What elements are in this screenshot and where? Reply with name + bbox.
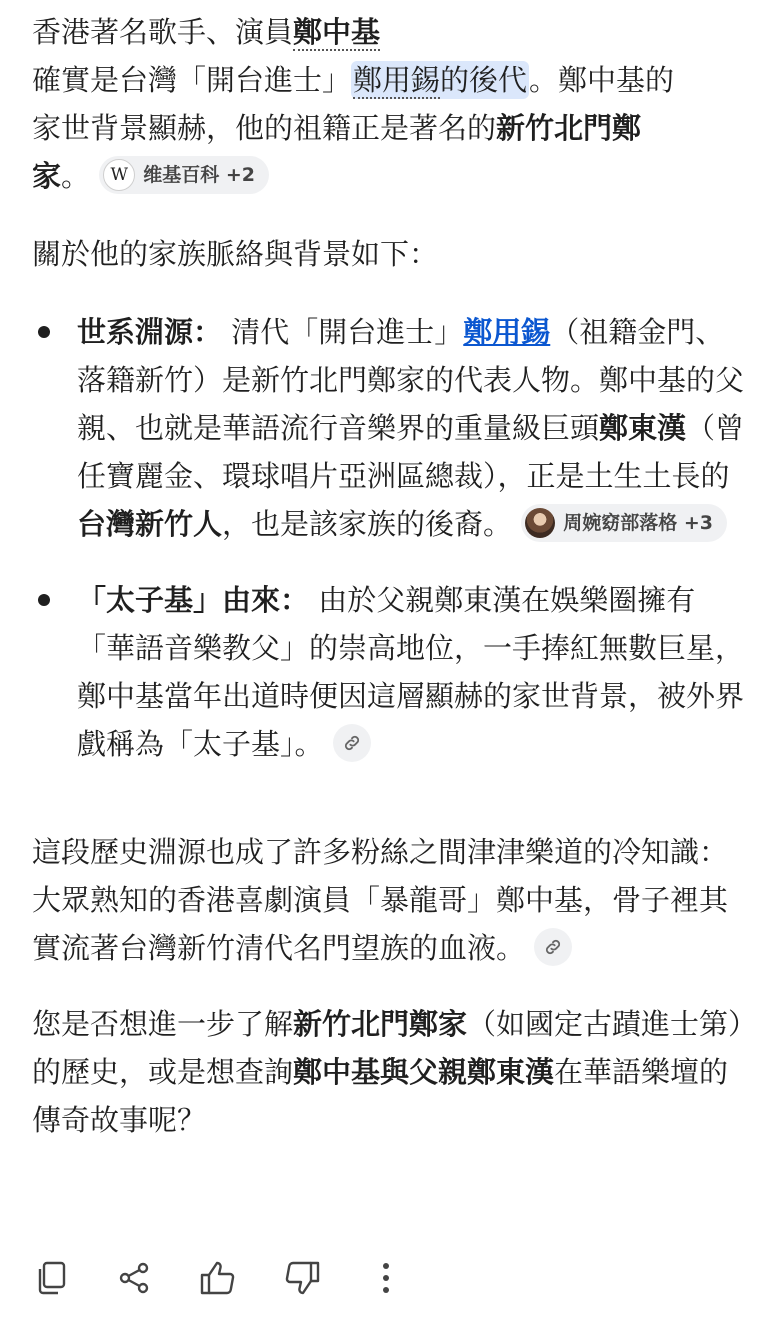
- bullet-icon: [38, 326, 50, 338]
- copy-icon: [35, 1260, 69, 1296]
- wikipedia-icon: W: [103, 159, 135, 191]
- copy-button[interactable]: [24, 1250, 80, 1306]
- source-link-button[interactable]: [534, 928, 572, 966]
- intro-text: 家世背景顯赫，他的祖籍正是著名的: [32, 111, 497, 145]
- thumbs-down-icon: [283, 1260, 321, 1296]
- bold-text: 台灣新竹人: [77, 507, 223, 541]
- bullet-title: 「太子基」由來：: [77, 583, 310, 617]
- followup-text: 在華語樂壇的傳奇故事呢？: [32, 1055, 729, 1137]
- link-cheng-yung-hsi[interactable]: 鄭用錫: [463, 315, 551, 349]
- bullet-title: 世系淵源：: [77, 315, 223, 349]
- share-button[interactable]: [106, 1250, 162, 1306]
- entity-cheng-yung-hsi[interactable]: 鄭用錫: [353, 63, 441, 97]
- bullet-icon: [38, 594, 50, 606]
- entity-cheng-chung-ki[interactable]: 鄭中基: [293, 15, 381, 49]
- thumbs-up-icon: [199, 1260, 237, 1296]
- bold-text: 新竹北門鄭家: [293, 1007, 468, 1041]
- bullet-text: ，也是該家族的後裔。: [222, 507, 513, 541]
- response-toolbar: [0, 1250, 780, 1306]
- more-vert-icon: [381, 1262, 391, 1294]
- link-icon: [342, 733, 362, 753]
- bullet-list: [32, 308, 748, 768]
- intro-paragraph: [32, 0, 748, 200]
- claim-text: 的後代: [440, 63, 528, 97]
- more-options-button[interactable]: [358, 1250, 414, 1306]
- intro-text: 確實是台灣「開台進士」: [32, 63, 352, 97]
- source-chip-label: 周婉窈部落格 +3: [563, 512, 714, 534]
- thumbs-down-button[interactable]: [274, 1250, 330, 1306]
- source-chip-wikipedia[interactable]: [99, 156, 269, 194]
- highlighted-claim[interactable]: [351, 61, 529, 99]
- list-item: [32, 576, 748, 768]
- bold-text: 家: [32, 159, 62, 193]
- bullet-text: （祖籍金門、落籍新竹）是新竹北門鄭家的代表人物。鄭中基的父親、也就是華語流行音樂界的重量級巨頭: [77, 315, 745, 445]
- trivia-text: 這段歷史淵源也成了許多粉絲之間津津樂道的冷知識：大眾熟知的香港喜劇演員「暴龍哥」鄭中基，骨子裡其實流著台灣新竹清代名門望族的血液。: [32, 835, 729, 965]
- followup-question: [32, 1000, 748, 1144]
- source-chip-label: 维基百科 +2: [143, 164, 256, 186]
- avatar: [525, 508, 555, 538]
- bullet-text: 由於父親鄭東漢在娛樂圈擁有「華語音樂教父」的崇高地位，一手捧紅無數巨星，鄭中基當年出道時便因這層顯赫的家世背景，被外界戲稱為「太子基」。: [77, 583, 745, 761]
- bullet-text: （曾任寶麗金、環球唱片亞洲區總裁），正是土生土長的: [77, 411, 745, 493]
- thumbs-up-button[interactable]: [190, 1250, 246, 1306]
- link-icon: [543, 937, 563, 957]
- source-link-button[interactable]: [333, 724, 371, 762]
- bold-text: 鄭東漢: [599, 411, 687, 445]
- share-icon: [117, 1261, 151, 1295]
- source-chip-blog[interactable]: [521, 504, 727, 542]
- section-intro: 關於他的家族脈絡與背景如下：: [32, 237, 439, 271]
- followup-text: （如國定古蹟進士第）的歷史，或是想查詢: [32, 1007, 743, 1089]
- bold-text: 鄭中基與父親鄭東漢: [293, 1055, 555, 1089]
- trivia-paragraph: [32, 828, 748, 972]
- list-item: [32, 308, 748, 548]
- intro-text: 香港著名歌手、演員: [32, 15, 294, 49]
- followup-text: 您是否想進一步了解: [32, 1007, 294, 1041]
- intro-text: 。鄭中基的: [529, 63, 675, 97]
- bullet-text: 清代「開台進士」: [231, 315, 464, 349]
- bold-text: 新竹北門鄭: [496, 111, 642, 145]
- intro-text: 。: [61, 159, 91, 193]
